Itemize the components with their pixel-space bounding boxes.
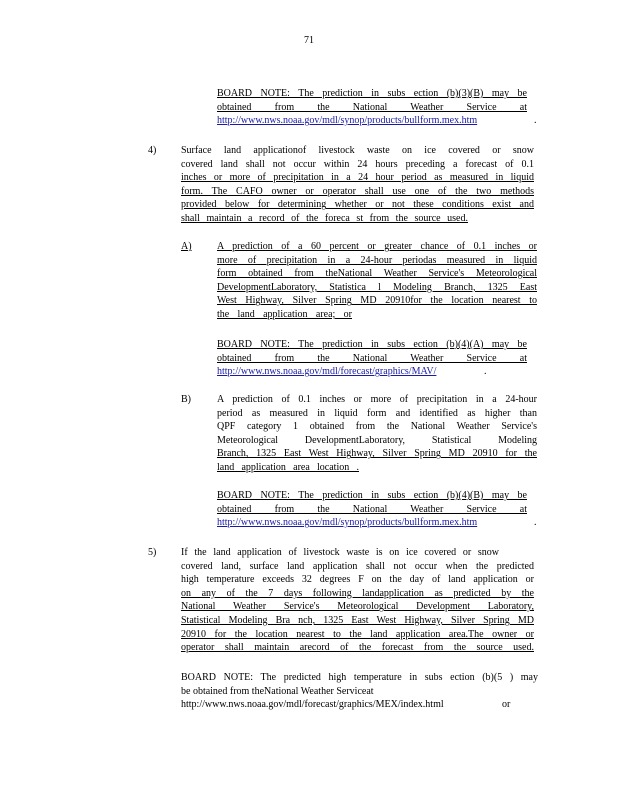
sub-a-line: DevelopmentLaboratory, Statistica l Modeling Branch, 1325 East xyxy=(217,281,537,293)
sub-b-line: Meteorological DevelopmentLaboratory, Statistical Modeling xyxy=(217,434,537,446)
sub-b-text xyxy=(217,393,537,475)
item-5-marker: 5) xyxy=(148,547,157,558)
sub-a-text xyxy=(217,240,537,322)
item-4-line: form. The CAFO owner or operator shall use one of the two methods xyxy=(181,185,534,197)
note-line: obtained from the National Weather Service at xyxy=(217,101,527,113)
sub-a-line: more of precipitation in a 24-hour periodas measured in liquid xyxy=(217,254,537,266)
nws-link[interactable]: http://www.nws.noaa.gov/mdl/forecast/graphics/MAV/ xyxy=(217,366,437,378)
item-4-line: shall maintain a record of the foreca st from the source used. xyxy=(181,212,468,224)
sub-b-line: land application area location . xyxy=(217,461,359,473)
item-4-line: covered land shall not occur within 24 hours preceding a forecast of 0.1 xyxy=(181,158,534,170)
item-5-line: operator shall maintain arecord of the forecast from the source used. xyxy=(181,642,534,654)
board-note-b3b xyxy=(217,87,527,128)
note-line: be obtained from theNational Weather Serviceat xyxy=(181,685,374,697)
item-5-line: on any of the 7 days following landapplication as predicted by the xyxy=(181,587,534,599)
item-5-line: covered land, surface land application shall not occur when the predicted xyxy=(181,560,534,572)
sub-a-marker: A) xyxy=(181,241,192,252)
item-4-line: inches or more of precipitation in a 24 hour period as measured in liquid xyxy=(181,172,534,184)
board-note-b4a xyxy=(217,338,527,379)
nws-link[interactable]: http://www.nws.noaa.gov/mdl/forecast/graphics/MEX/index.html xyxy=(181,699,444,711)
item-4-text xyxy=(181,144,534,226)
item-4-marker: 4) xyxy=(148,145,157,156)
nws-link[interactable]: http://www.nws.noaa.gov/mdl/synop/products/bullform.mex.htm xyxy=(217,115,478,127)
item-5-line: high temperature exceeds 32 degrees F on the day of land application or xyxy=(181,574,534,586)
note-line: BOARD NOTE: The prediction in subs ection (b)(4)(A) may be xyxy=(217,339,527,350)
page-number: 71 xyxy=(304,35,314,46)
sub-a-line: the land application area; or xyxy=(217,308,352,320)
item-4-line: provided below for determining whether or not these conditions exist and xyxy=(181,199,534,211)
board-note-b5 xyxy=(181,671,538,712)
item-5-line: National Weather Service's Meteorological Development Laboratory, xyxy=(181,601,534,613)
note-line: obtained from the National Weather Service at xyxy=(217,503,527,515)
note-line: BOARD NOTE: The prediction in subs ection (b)(3)(B) may be xyxy=(217,88,527,99)
item-4-line: Surface land applicationof livestock waste on ice covered or snow xyxy=(181,145,534,156)
note-tail: or xyxy=(502,699,511,710)
sub-b-line: period as measured in liquid form and identified as higher than xyxy=(217,407,537,419)
sub-b-line: Branch, 1325 East West Highway, Silver Spring MD 20910 for the xyxy=(217,448,537,460)
sub-a-line: A prediction of a 60 percent or greater chance of 0.1 inches or xyxy=(217,241,537,252)
sub-b-line: A prediction of 0.1 inches or more of precipitation in a 24-hour xyxy=(217,394,537,405)
item-5-line: 20910 for the location nearest to the land application area.The owner or xyxy=(181,628,534,640)
sub-b-marker: B) xyxy=(181,394,191,405)
note-line: obtained from the National Weather Service at xyxy=(217,352,527,364)
item-5-text xyxy=(181,546,534,655)
board-note-b4b xyxy=(217,489,527,530)
sub-a-line: form obtained from theNational Weather Service's Meteorological xyxy=(217,268,537,280)
sub-b-line: QPF category 1 obtained from the National Weather Service's xyxy=(217,421,537,433)
item-5-line: If the land application of livestock waste is on ice covered or snow xyxy=(181,547,499,558)
note-tail: . xyxy=(484,366,487,377)
note-tail: . xyxy=(534,517,537,528)
note-line: BOARD NOTE: The predicted high temperature in subs ection (b)(5 ) may xyxy=(181,672,538,683)
note-tail: . xyxy=(534,115,537,126)
note-line: BOARD NOTE: The prediction in subs ection (b)(4)(B) may be xyxy=(217,490,527,501)
nws-link[interactable]: http://www.nws.noaa.gov/mdl/synop/products/bullform.mex.htm xyxy=(217,517,478,529)
item-5-line: Statistical Modeling Bra nch, 1325 East West Highway, Silver Spring MD xyxy=(181,614,534,626)
sub-a-line: West Highway, Silver Spring MD 20910for the location nearest to xyxy=(217,295,537,307)
